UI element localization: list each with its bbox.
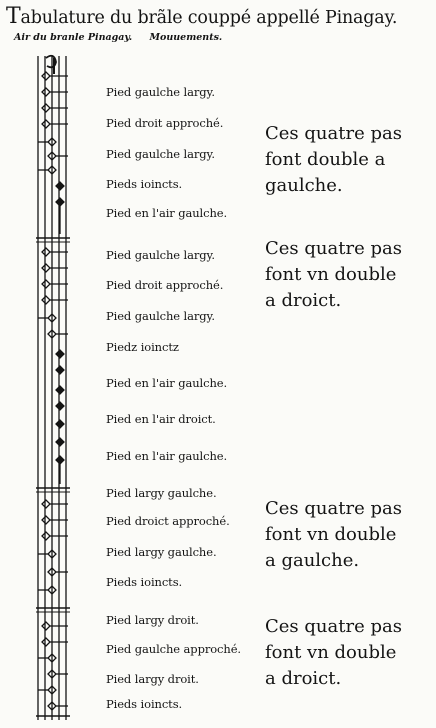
group-note xyxy=(265,614,402,692)
step-text: Piedz ioinctz xyxy=(106,340,179,354)
note xyxy=(42,622,50,630)
group-note-line: Ces quatre pas xyxy=(265,238,402,259)
step-text: Pied en l'air gaulche. xyxy=(106,376,228,390)
step-text: Pied gaulche largy. xyxy=(106,248,215,262)
note xyxy=(56,366,64,374)
step-text: Pied droit approché. xyxy=(106,278,224,292)
group-note xyxy=(265,121,402,199)
group-note-line: gaulche. xyxy=(265,175,343,196)
note xyxy=(56,182,64,190)
group-note xyxy=(265,236,402,314)
note xyxy=(42,500,50,508)
step-text: Pied gaulche largy. xyxy=(106,147,215,161)
note xyxy=(56,386,64,394)
group-note-line: a droict. xyxy=(265,668,342,689)
note xyxy=(42,88,50,96)
group-note xyxy=(265,496,402,574)
air-heading: Air du branle Pinagay. xyxy=(14,32,133,43)
note xyxy=(42,638,50,646)
note xyxy=(42,72,50,80)
page-title xyxy=(6,4,432,29)
group-note-line: font vn double xyxy=(265,642,397,663)
note xyxy=(42,104,50,112)
group-note-line: Ces quatre pas xyxy=(265,123,402,144)
note xyxy=(56,402,64,410)
title-text: abulature du brãle couppé appellé Pinagay. xyxy=(20,8,398,28)
step-text: Pieds ioincts. xyxy=(106,575,183,589)
title-initial: T xyxy=(6,4,21,29)
note xyxy=(42,296,50,304)
step-text: Pied en l'air gaulche. xyxy=(106,449,228,463)
group-note-line: font vn double xyxy=(265,264,397,285)
step-text: Pied gaulche approché. xyxy=(106,642,241,656)
step-text: Pied largy droit. xyxy=(106,672,199,686)
music-staff xyxy=(34,52,78,724)
note xyxy=(42,120,50,128)
note xyxy=(56,420,64,428)
group-note-line: a gaulche. xyxy=(265,550,360,571)
step-text: Pied droict approché. xyxy=(106,514,230,528)
note xyxy=(42,280,50,288)
step-text: Pied gaulche largy. xyxy=(106,85,215,99)
movements-heading: Mouuements. xyxy=(149,32,223,43)
group-note-line: font vn double xyxy=(265,524,397,545)
column-headings xyxy=(14,32,236,43)
note xyxy=(42,248,50,256)
note xyxy=(42,516,50,524)
group-note-line: font double a xyxy=(265,149,386,170)
step-text: Pied largy droit. xyxy=(106,613,199,627)
step-text: Pied gaulche largy. xyxy=(106,309,215,323)
note xyxy=(42,532,50,540)
note xyxy=(42,264,50,272)
step-text: Pied en l'air droict. xyxy=(106,412,216,426)
group-note-line: a droict. xyxy=(265,290,342,311)
note xyxy=(56,438,64,446)
step-text: Pied droit approché. xyxy=(106,116,224,130)
group-note-line: Ces quatre pas xyxy=(265,498,402,519)
group-note-line: Ces quatre pas xyxy=(265,616,402,637)
step-text: Pieds ioincts. xyxy=(106,177,183,191)
note xyxy=(56,350,64,358)
step-text: Pieds ioincts. xyxy=(106,697,183,711)
step-text: Pied en l'air gaulche. xyxy=(106,206,228,220)
step-text: Pied largy gaulche. xyxy=(106,545,217,559)
step-text: Pied largy gaulche. xyxy=(106,486,217,500)
